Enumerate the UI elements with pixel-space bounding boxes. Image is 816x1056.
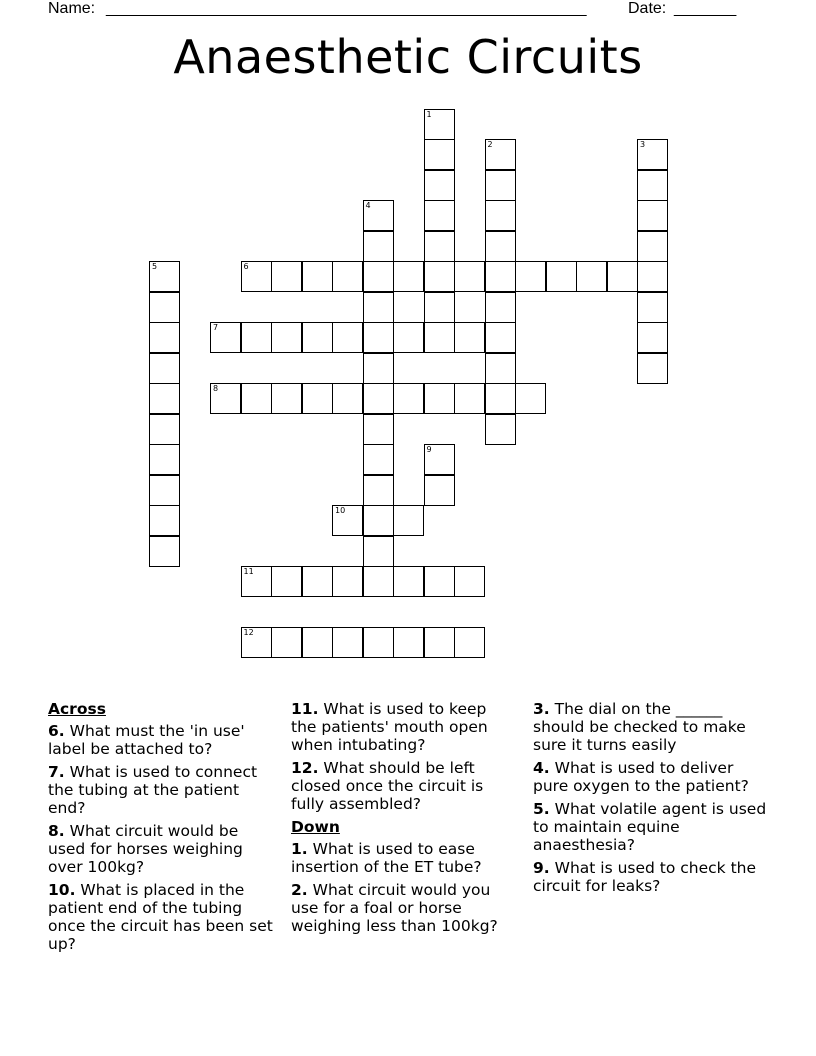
- grid-cell[interactable]: [363, 292, 394, 323]
- grid-cell[interactable]: [485, 139, 516, 170]
- grid-cell[interactable]: [637, 200, 668, 231]
- clue-number: 4.: [533, 759, 550, 777]
- clue-down-4: [533, 759, 768, 795]
- grid-cell[interactable]: [302, 261, 333, 292]
- grid-cell[interactable]: [485, 231, 516, 262]
- grid-cell[interactable]: [149, 322, 180, 353]
- grid-cell[interactable]: [485, 292, 516, 323]
- clue-number: 2.: [291, 881, 308, 899]
- grid-cell[interactable]: [363, 505, 394, 536]
- page-title: Anaesthetic Circuits: [173, 30, 643, 84]
- clue-down-2: [291, 881, 516, 935]
- clues-column-2: [291, 700, 516, 940]
- grid-cell[interactable]: [515, 383, 546, 414]
- grid-cell[interactable]: [393, 627, 424, 658]
- cell-number: 8: [213, 384, 219, 393]
- grid-cell[interactable]: [485, 383, 516, 414]
- clue-across-10: [48, 881, 273, 953]
- grid-cell[interactable]: [271, 566, 302, 597]
- grid-cell[interactable]: [302, 566, 333, 597]
- grid-cell[interactable]: [241, 322, 272, 353]
- cell-number: 9: [426, 445, 432, 454]
- grid-cell[interactable]: [363, 475, 394, 506]
- grid-cell[interactable]: [332, 505, 363, 536]
- grid-cell[interactable]: [302, 322, 333, 353]
- grid-cell[interactable]: [424, 261, 455, 292]
- name-label: Name:: [48, 0, 96, 17]
- grid-cell[interactable]: [454, 383, 485, 414]
- grid-cell[interactable]: [424, 383, 455, 414]
- grid-cell[interactable]: [363, 536, 394, 567]
- name-field[interactable]: ______________________________________________________: [106, 0, 587, 17]
- cell-number: 2: [487, 140, 493, 149]
- clue-number: 8.: [48, 822, 65, 840]
- grid-cell[interactable]: [454, 261, 485, 292]
- grid-cell[interactable]: [393, 566, 424, 597]
- grid-cell[interactable]: [149, 536, 180, 567]
- clue-down-5: [533, 800, 768, 854]
- clue-down-1: [291, 840, 516, 876]
- grid-cell[interactable]: [363, 261, 394, 292]
- grid-cell[interactable]: [363, 322, 394, 353]
- clue-text: What circuit would be used for horses weighing over 100kg?: [48, 822, 243, 876]
- cell-number: 10: [335, 506, 346, 515]
- cell-number: 11: [243, 567, 254, 576]
- grid-cell[interactable]: [241, 566, 272, 597]
- clue-text: What circuit would you use for a foal or horse weighing less than 100kg?: [291, 881, 498, 935]
- clue-number: 6.: [48, 722, 65, 740]
- grid-cell[interactable]: [485, 353, 516, 384]
- clue-number: 10.: [48, 881, 76, 899]
- grid-cell[interactable]: [637, 322, 668, 353]
- grid-cell[interactable]: [210, 322, 241, 353]
- grid-cell[interactable]: [271, 261, 302, 292]
- grid-cell[interactable]: [424, 200, 455, 231]
- cell-number: 7: [213, 323, 219, 332]
- grid-cell[interactable]: [149, 475, 180, 506]
- clue-down-9: [533, 859, 768, 895]
- clue-text: What volatile agent is used to maintain equine anaesthesia?: [533, 800, 767, 854]
- grid-cell[interactable]: [332, 566, 363, 597]
- clue-text: What must the 'in use' label be attached to?: [48, 722, 245, 758]
- grid-cell[interactable]: [363, 566, 394, 597]
- clue-across-7: [48, 763, 273, 817]
- clue-number: 12.: [291, 759, 319, 777]
- clue-across-6: [48, 722, 273, 758]
- grid-cell[interactable]: [485, 414, 516, 445]
- grid-cell[interactable]: [424, 109, 455, 140]
- grid-cell[interactable]: [149, 292, 180, 323]
- clue-across-8: [48, 822, 273, 876]
- grid-cell[interactable]: [302, 383, 333, 414]
- grid-cell[interactable]: [637, 170, 668, 201]
- grid-cell[interactable]: [637, 231, 668, 262]
- grid-cell[interactable]: [607, 261, 638, 292]
- grid-cell[interactable]: [454, 566, 485, 597]
- grid-cell[interactable]: [332, 322, 363, 353]
- grid-cell[interactable]: [149, 383, 180, 414]
- cell-number: 4: [365, 201, 371, 210]
- grid-cell[interactable]: [424, 627, 455, 658]
- grid-cell[interactable]: [637, 261, 668, 292]
- clue-text: What is used to check the circuit for leaks?: [533, 859, 757, 895]
- grid-cell[interactable]: [241, 383, 272, 414]
- clue-number: 3.: [533, 700, 550, 718]
- grid-cell[interactable]: [149, 261, 180, 292]
- grid-cell[interactable]: [485, 322, 516, 353]
- clue-text: What should be left closed once the circuit is fully assembled?: [291, 759, 484, 813]
- grid-cell[interactable]: [424, 444, 455, 475]
- grid-cell[interactable]: [454, 322, 485, 353]
- grid-cell[interactable]: [637, 353, 668, 384]
- grid-cell[interactable]: [363, 200, 394, 231]
- grid-cell[interactable]: [210, 383, 241, 414]
- clue-across-12: [291, 759, 516, 813]
- grid-cell[interactable]: [424, 292, 455, 323]
- clue-down-3: [533, 700, 768, 754]
- grid-cell[interactable]: [485, 200, 516, 231]
- clue-text: What is placed in the patient end of the tubing once the circuit has been set up?: [48, 881, 273, 953]
- clue-number: 1.: [291, 840, 308, 858]
- grid-cell[interactable]: [149, 444, 180, 475]
- grid-cell[interactable]: [332, 261, 363, 292]
- grid-cell[interactable]: [149, 353, 180, 384]
- clue-text: What is used to ease insertion of the ET tube?: [291, 840, 482, 876]
- clue-number: 11.: [291, 700, 319, 718]
- date-field[interactable]: _______: [674, 0, 737, 17]
- grid-cell[interactable]: [424, 566, 455, 597]
- clue-text: What is used to keep the patients' mouth open when intubating?: [291, 700, 488, 754]
- cell-number: 5: [152, 262, 158, 271]
- clue-text: The dial on the ______ should be checked to make sure it turns easily: [533, 700, 746, 754]
- grid-cell[interactable]: [424, 322, 455, 353]
- grid-cell[interactable]: [271, 383, 302, 414]
- grid-cell[interactable]: [363, 231, 394, 262]
- grid-cell[interactable]: [241, 261, 272, 292]
- grid-cell[interactable]: [363, 627, 394, 658]
- grid-cell[interactable]: [424, 231, 455, 262]
- cell-number: 3: [640, 140, 646, 149]
- grid-cell[interactable]: [271, 322, 302, 353]
- grid-cell[interactable]: [332, 383, 363, 414]
- grid-cell[interactable]: [363, 353, 394, 384]
- grid-cell[interactable]: [454, 627, 485, 658]
- cell-number: 6: [243, 262, 249, 271]
- grid-cell[interactable]: [424, 475, 455, 506]
- grid-cell[interactable]: [576, 261, 607, 292]
- cell-number: 12: [243, 628, 254, 637]
- grid-cell[interactable]: [271, 627, 302, 658]
- clues-column-3: [533, 700, 768, 900]
- grid-cell[interactable]: [363, 414, 394, 445]
- grid-cell[interactable]: [393, 261, 424, 292]
- clue-text: What is used to connect the tubing at the patient end?: [48, 763, 258, 817]
- grid-cell[interactable]: [241, 627, 272, 658]
- clues-column-1: [48, 700, 273, 958]
- down-heading: Down: [291, 818, 340, 836]
- grid-cell[interactable]: [149, 505, 180, 536]
- grid-cell[interactable]: [637, 139, 668, 170]
- grid-cell[interactable]: [424, 170, 455, 201]
- grid-cell[interactable]: [546, 261, 577, 292]
- cell-number: 1: [426, 109, 432, 119]
- grid-cell[interactable]: [637, 292, 668, 323]
- clue-number: 5.: [533, 800, 550, 818]
- clue-number: 9.: [533, 859, 550, 877]
- across-heading: Across: [48, 700, 106, 718]
- clue-text: What is used to deliver pure oxygen to the patient?: [533, 759, 749, 795]
- grid-cell[interactable]: [424, 139, 455, 170]
- grid-cell[interactable]: [393, 383, 424, 414]
- grid-cell[interactable]: [515, 261, 546, 292]
- date-label: Date:: [628, 0, 667, 17]
- grid-cell[interactable]: [332, 627, 363, 658]
- grid-cell[interactable]: [302, 627, 333, 658]
- grid-cell[interactable]: [363, 444, 394, 475]
- grid-cell[interactable]: [485, 261, 516, 292]
- clue-number: 7.: [48, 763, 65, 781]
- grid-cell[interactable]: [363, 383, 394, 414]
- grid-cell[interactable]: [149, 414, 180, 445]
- grid-cell[interactable]: [393, 322, 424, 353]
- grid-cell[interactable]: [485, 170, 516, 201]
- clue-across-11: [291, 700, 516, 754]
- grid-cell[interactable]: [393, 505, 424, 536]
